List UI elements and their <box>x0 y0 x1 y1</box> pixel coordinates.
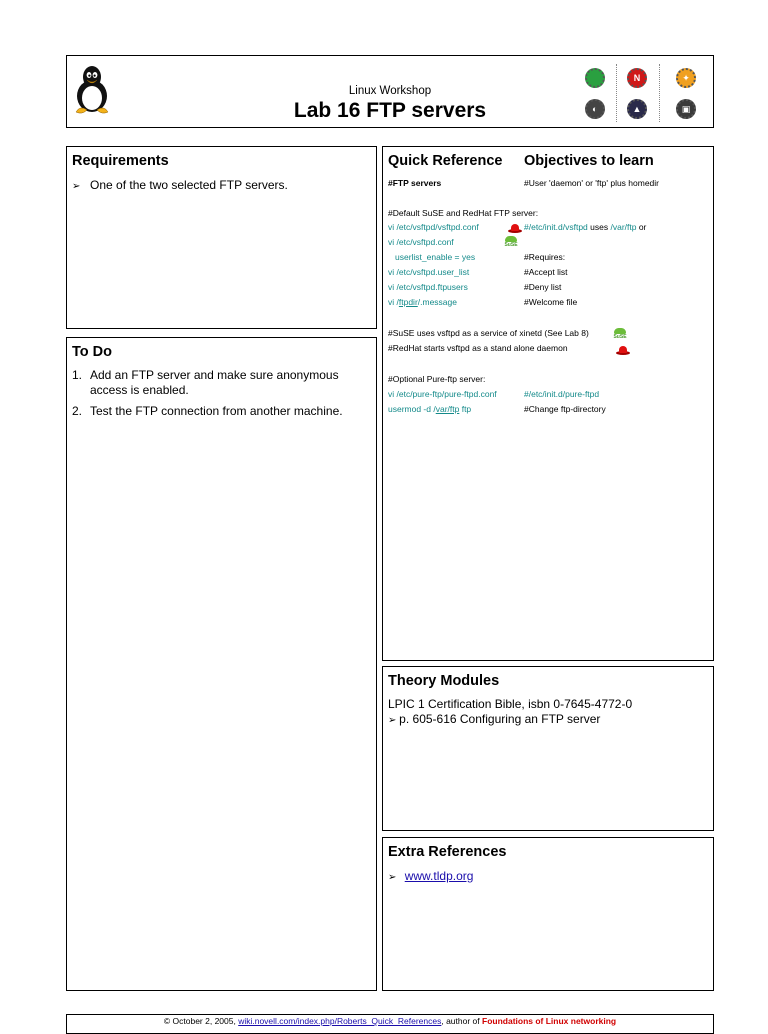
suse-logo-text: SuSE <box>613 334 627 340</box>
pure-ftp-init-path: #/etc/init.d/pure-ftpd <box>524 389 600 399</box>
book-title: Foundations of Linux networking <box>482 1016 617 1026</box>
user-list-command: vi /etc/vsftpd.user_list <box>388 267 470 277</box>
pure-ftp-conf-command: vi /etc/pure-ftp/pure-ftpd.conf <box>388 389 497 399</box>
todo-text: Test the FTP connection from another machine. <box>90 404 343 418</box>
arrow-bullet-icon: ➢ <box>388 872 405 883</box>
page-header <box>66 55 714 128</box>
badge-divider <box>616 64 617 122</box>
page-footer <box>66 1014 714 1034</box>
accept-list-note: #Accept list <box>524 267 568 277</box>
vsftpd-conf-command-alt: vi /etc/vsftpd.conf <box>388 237 454 247</box>
suse-note: #SuSE uses vsftpd as a service of xinetd (See Lab 8) <box>388 328 589 338</box>
redhat-note: #RedHat starts vsftpd as a stand alone daemon <box>388 343 568 353</box>
var-ftp-path: /var/ftp <box>610 222 637 232</box>
book-reference: LPIC 1 Certification Bible, isbn 0-7645-4772-0 <box>388 697 633 711</box>
usermod-dir: var/ftp <box>435 404 460 414</box>
uses-word: uses <box>587 222 611 232</box>
theory-title: Theory Modules <box>388 673 500 689</box>
lab-title: Lab 16 FTP servers <box>293 99 487 122</box>
usermod-command <box>388 404 471 414</box>
message-file: /.message <box>417 297 457 307</box>
pure-ftp-heading: #Optional Pure-ftp server: <box>388 374 486 384</box>
todo-panel <box>66 337 377 991</box>
arrow-bullet-icon: ➢ <box>388 715 400 726</box>
default-heading: #Default SuSE and RedHat FTP server: <box>388 208 539 218</box>
quick-reference-title: Quick Reference <box>388 153 503 169</box>
requires-note: #Requires: <box>524 252 566 262</box>
requirements-panel <box>66 146 377 329</box>
list-item <box>388 712 600 726</box>
list-item <box>72 404 367 419</box>
gray-box-icon: ▣ <box>676 99 696 119</box>
or-word: or <box>636 222 647 232</box>
list-item <box>72 178 288 192</box>
theory-modules-panel <box>382 666 714 831</box>
suse-icon <box>612 328 628 340</box>
suse-icon <box>503 236 519 248</box>
quick-reference-panel <box>382 146 714 661</box>
redhat-icon <box>508 223 522 233</box>
badge-divider <box>659 64 660 122</box>
extra-references-title: Extra References <box>388 844 507 860</box>
init-script-line <box>524 222 646 232</box>
objectives-title: Objectives to learn <box>524 153 654 169</box>
requirements-title: Requirements <box>72 153 169 169</box>
userlist-enable-setting: userlist_enable = yes <box>395 252 476 262</box>
welcome-file-note: #Welcome file <box>524 297 578 307</box>
todo-text: Add an FTP server and make sure anonymous access is enabled. <box>90 368 339 397</box>
list-item <box>388 869 473 883</box>
extra-references-panel <box>382 837 714 991</box>
quick-references-link[interactable]: wiki.novell.com/index.php/Roberts_Quick_References <box>238 1016 442 1026</box>
deny-list-note: #Deny list <box>524 282 562 292</box>
redhat-icon <box>616 345 630 355</box>
green-globe-icon <box>585 68 605 88</box>
init-path: #/etc/init.d/vsftpd <box>524 222 588 232</box>
message-file-command <box>388 297 457 307</box>
usermod-cmd: usermod -d / <box>388 404 436 414</box>
item-number: 2. <box>72 404 83 418</box>
gray-disc-icon: ◐ <box>585 99 605 119</box>
change-dir-note: #Change ftp-directory <box>524 404 606 414</box>
requirement-text: One of the two selected FTP servers. <box>90 178 288 192</box>
author-text: , author of <box>441 1016 482 1026</box>
suse-logo-text: SuSE <box>504 242 518 248</box>
user-note: #User 'daemon' or 'ftp' plus homedir <box>524 178 659 188</box>
item-number: 1. <box>72 368 83 382</box>
arrow-bullet-icon: ➢ <box>72 181 81 192</box>
tldp-link[interactable]: www.tldp.org <box>404 869 474 883</box>
ftpusers-command: vi /etc/vsftpd.ftpusers <box>388 282 468 292</box>
vsftpd-conf-command: vi /etc/vsftpd/vsftpd.conf <box>388 222 479 232</box>
orange-gear-icon: ✦ <box>676 68 696 88</box>
message-vi: vi / <box>388 297 399 307</box>
usermod-user: ftp <box>459 404 472 414</box>
message-dir: ftpdir <box>398 297 418 307</box>
footer-text <box>67 1016 713 1026</box>
red-n-icon: N <box>627 68 647 88</box>
theory-bullet-text: p. 605-616 Configuring an FTP server <box>399 712 601 726</box>
todo-title: To Do <box>72 344 112 360</box>
list-item <box>72 368 367 398</box>
copyright-text: © October 2, 2005, <box>163 1016 239 1026</box>
ftp-servers-label: #FTP servers <box>388 178 442 188</box>
workshop-subtitle: Linux Workshop <box>348 85 432 97</box>
penguin-badge-icon: ▲ <box>627 99 647 119</box>
